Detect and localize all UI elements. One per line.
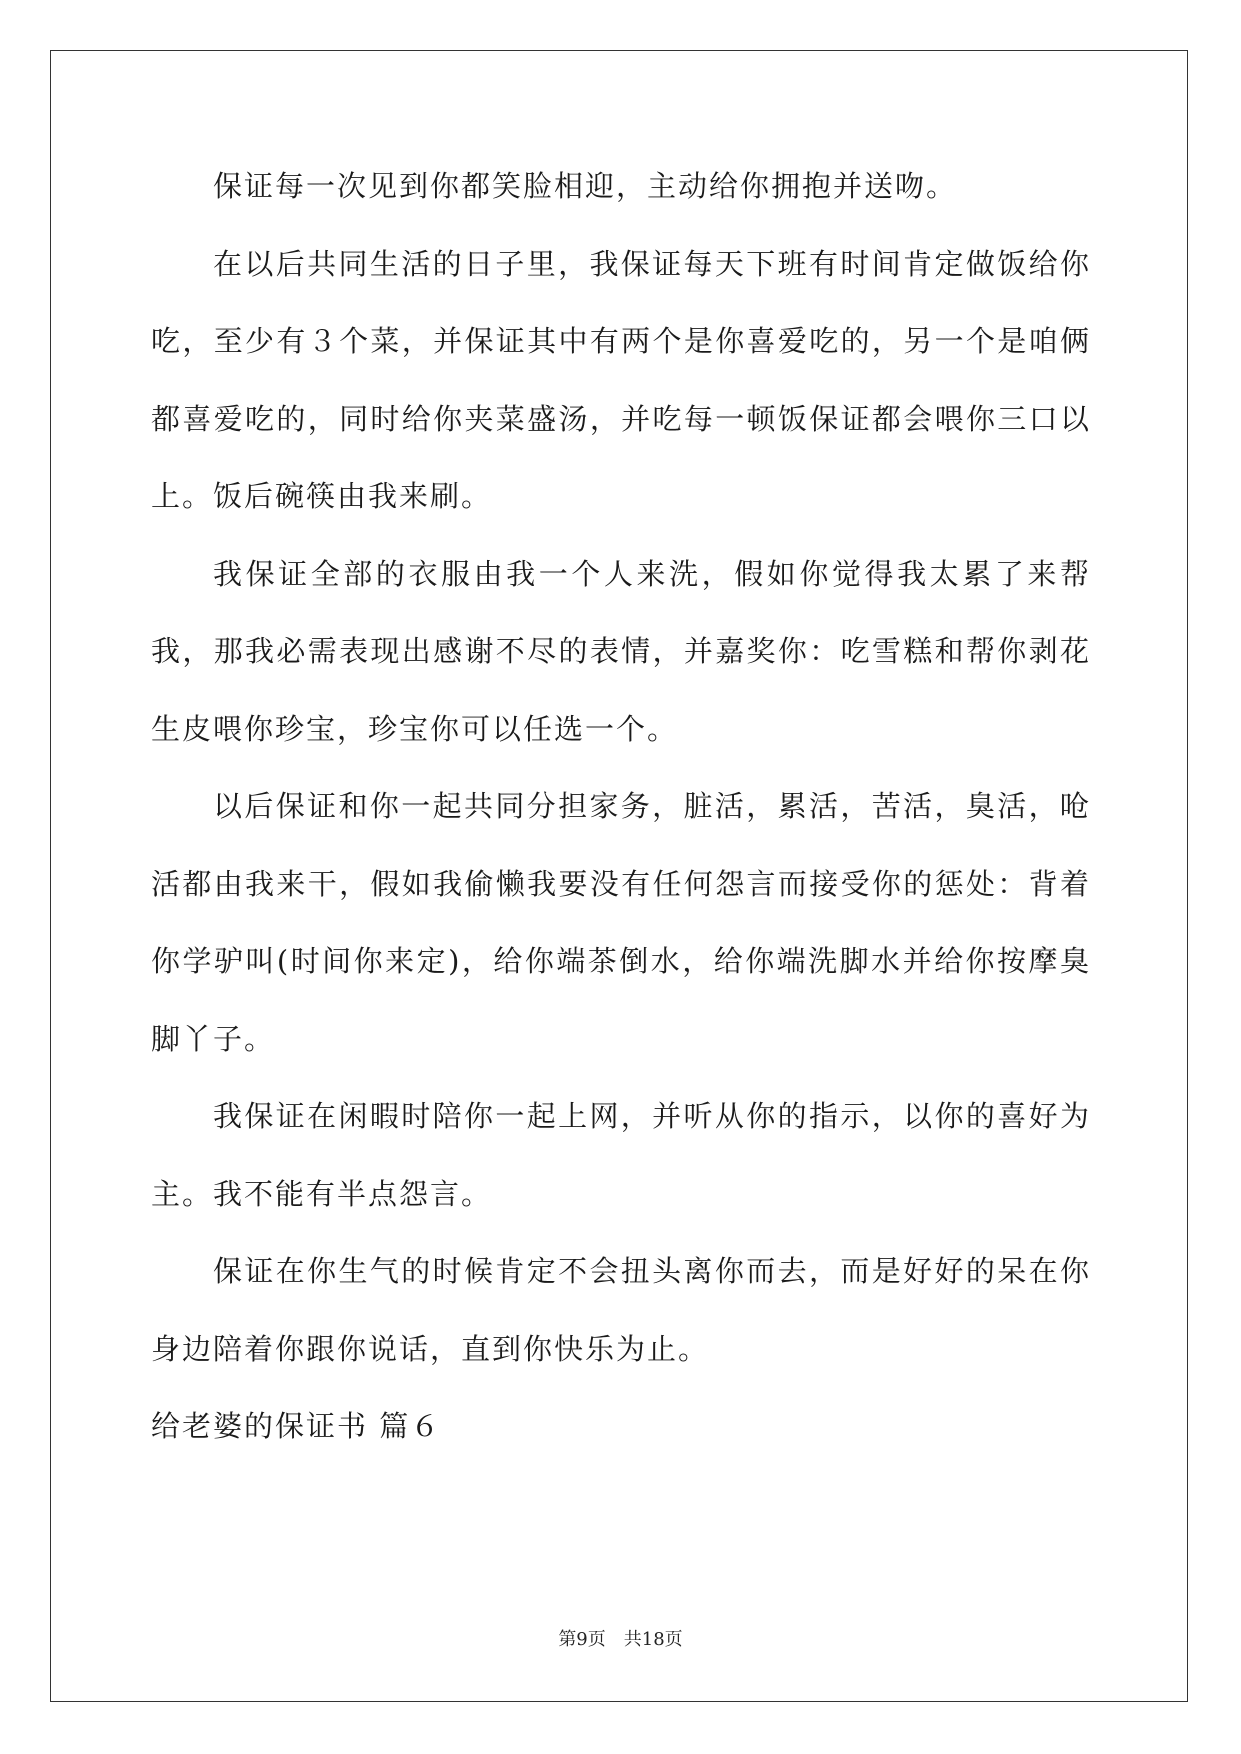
paragraph: 我保证在闲暇时陪你一起上网，并听从你的指示，以你的喜好为主。我不能有半点怨言。 — [151, 1099, 1091, 1211]
paragraph: 保证每一次见到你都笑脸相迎，主动给你拥抱并送吻。 — [213, 169, 958, 203]
paragraph: 我保证全部的衣服由我一个人来洗，假如你觉得我太累了来帮我，那我必需表现出感谢不尽的表情，并嘉奖你：吃雪糕和帮你剥花生皮喂你珍宝，珍宝你可以任选一个。 — [151, 556, 1091, 746]
section-heading: 给老婆的保证书 篇６ — [151, 1409, 442, 1443]
paragraph: 以后保证和你一起共同分担家务，脏活，累活，苦活，臭活，呛活都由我来干，假如我偷懒我要没有任何怨言而接受你的惩处：背着你学驴叫(时间你来定)，给你端茶倒水，给你端洗脚水并给你按摩臭脚丫子。 — [151, 789, 1091, 1056]
paragraph: 保证在你生气的时候肯定不会扭头离你而去，而是好好的呆在你身边陪着你跟你说话，直到你快乐为止。 — [151, 1254, 1091, 1366]
paragraph: 在以后共同生活的日子里，我保证每天下班有时间肯定做饭给你吃，至少有３个菜，并保证其中有两个是你喜爱吃的，另一个是咱俩都喜爱吃的，同时给你夹菜盛汤，并吃每一顿饭保证都会喂你三口以上。饭后碗筷由我来刷。 — [151, 246, 1091, 513]
document-body — [151, 148, 1091, 1466]
page-number-footer: 第9页 共18页 — [558, 1629, 683, 1650]
